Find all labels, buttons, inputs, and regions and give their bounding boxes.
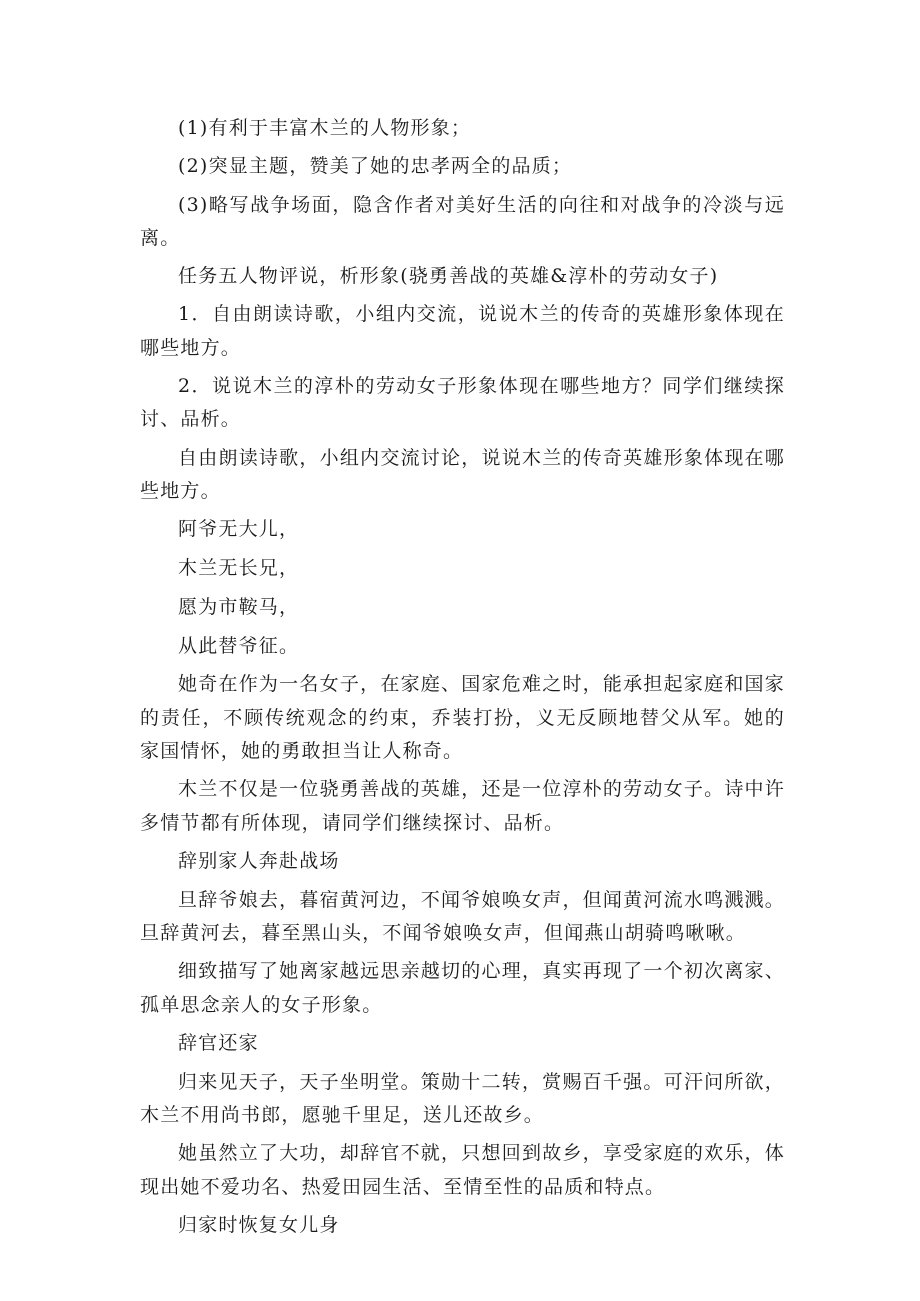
subheading: 辞别家人奔赴战场 xyxy=(178,849,340,872)
poem-excerpt: 归来见天子，天子坐明堂。策勋十二转，赏赐百千强。可汗问所欲，木兰不用尚书郎，愿驰千里足，送儿还故乡。 xyxy=(140,1070,785,1127)
poem-line: 木兰无长兄， xyxy=(178,557,300,580)
question-item: 1．自由朗读诗歌，小组内交流，说说木兰的传奇的英雄形象体现在哪些地方。 xyxy=(140,303,785,359)
paragraph: (1)有利于丰富木兰的人物形象； xyxy=(178,117,472,139)
poem-excerpt: 旦辞爷娘去，暮宿黄河边，不闻爷娘唤女声，但闻黄河流水鸣溅溅。旦辞黄河去，暮至黑山头，不闻爷娘唤女声，但闻燕山胡骑鸣啾啾。 xyxy=(140,888,785,945)
subheading: 辞官还家 xyxy=(178,1031,259,1054)
paragraph: 她奇在作为一名女子，在家庭、国家危难之时，能承担起家庭和国家的责任，不顾传统观念的约束，乔装打扮，义无反顾地替父从军。她的家国情怀，她的勇敢担当让人称奇。 xyxy=(140,673,785,763)
paragraph: (3)略写战争场面，隐含作者对美好生活的向往和对战争的冷淡与远离。 xyxy=(140,193,785,249)
subheading: 归家时恢复女儿身 xyxy=(178,1213,340,1236)
poem-line: 阿爷无大儿， xyxy=(178,518,300,541)
paragraph: 细致描写了她离家越远思亲越切的心理，真实再现了一个初次离家、孤单思念亲人的女子形象。 xyxy=(140,960,785,1016)
poem-line: 愿为市鞍马， xyxy=(178,595,300,618)
poem-line: 从此替爷征。 xyxy=(178,634,300,657)
document-body xyxy=(140,112,785,1248)
paragraph: 木兰不仅是一位骁勇善战的英雄，还是一位淳朴的劳动女子。诗中许多情节都有所体现，请同学们继续探讨、品析。 xyxy=(140,778,785,834)
paragraph: 她虽然立了大功，却辞官不就，只想回到故乡，享受家庭的欢乐，体现出她不爱功名、热爱田园生活、至情至性的品质和特点。 xyxy=(140,1142,785,1198)
paragraph: 自由朗读诗歌，小组内交流讨论，说说木兰的传奇英雄形象体现在哪些地方。 xyxy=(140,446,785,502)
question-item: 2．说说木兰的淳朴的劳动女子形象体现在哪些地方？同学们继续探讨、品析。 xyxy=(140,375,785,431)
paragraph: (2)突显主题，赞美了她的忠孝两全的品质； xyxy=(178,155,573,178)
section-heading: 任务五人物评说，析形象(骁勇善战的英雄&淳朴的劳动女子) xyxy=(178,265,719,288)
